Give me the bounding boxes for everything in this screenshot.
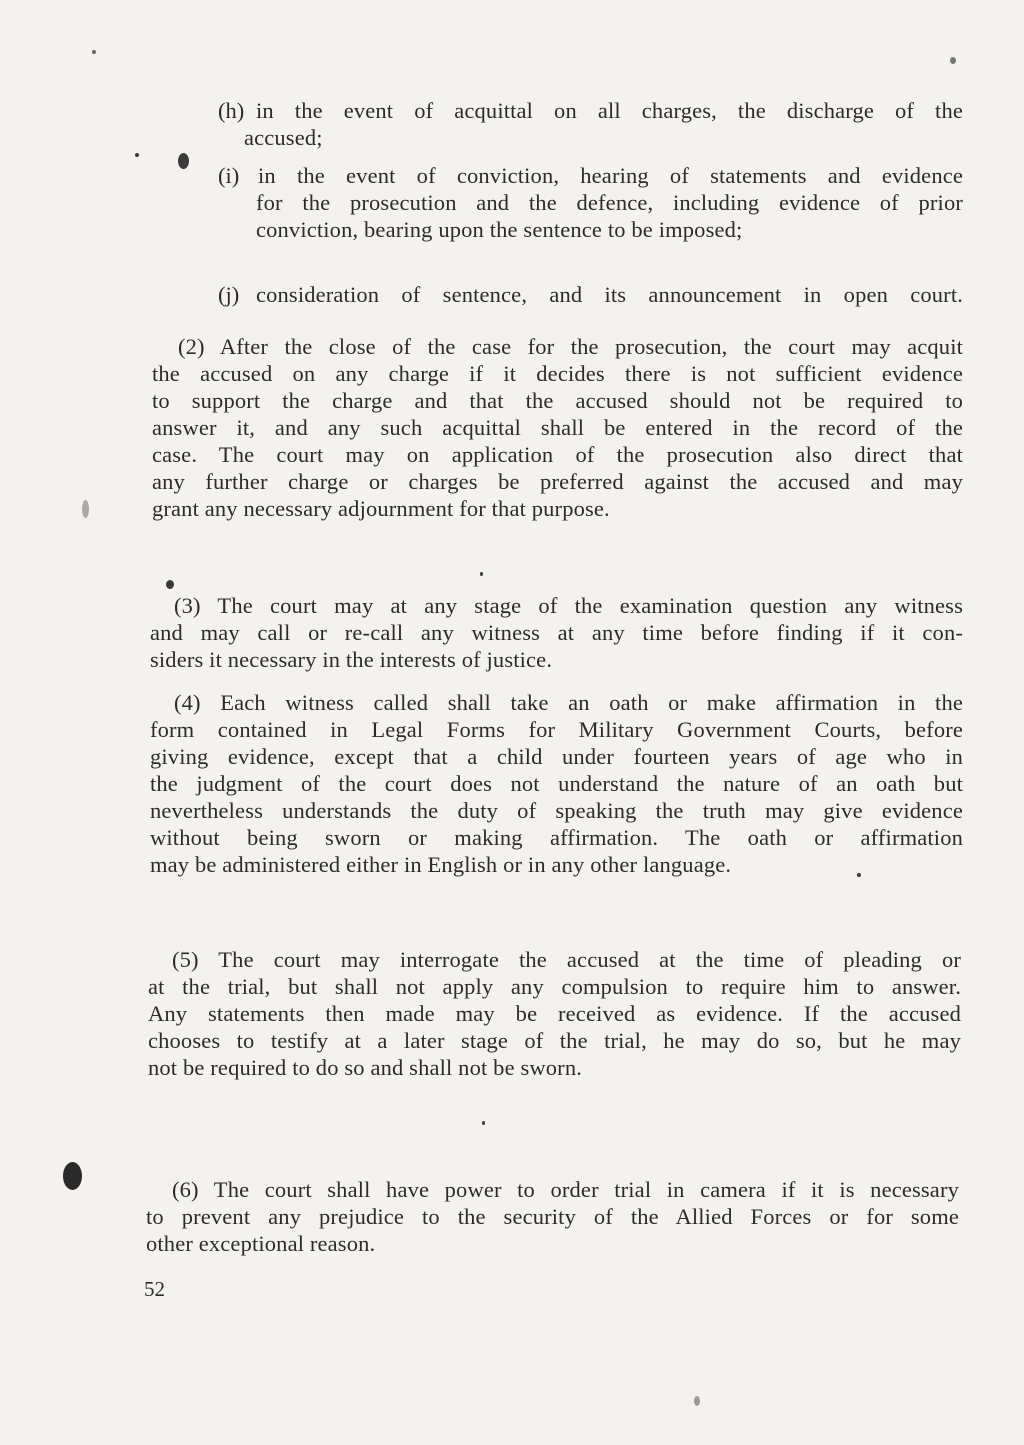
page-number: 52: [144, 1277, 165, 1301]
para-2-line-3: to support the charge and that the accused should not be required to: [152, 388, 963, 413]
item-h-line-2: accused;: [244, 125, 323, 150]
para-5-line-5: not be required to do so and shall not be sworn.: [148, 1055, 582, 1080]
para-2-line-2: the accused on any charge if it decides there is not sufficient evidence: [152, 361, 963, 386]
para-4-line-5: nevertheless understands the duty of speaking the truth may give evidence: [150, 798, 963, 823]
ink-blot: [63, 1162, 82, 1190]
para-2-line-7: grant any necessary adjournment for that purpose.: [152, 496, 610, 521]
item-label-j: (j): [218, 282, 240, 307]
para-4-line-7: may be administered either in English or in any other language.: [150, 852, 732, 877]
para-4-line-1: (4) Each witness called shall take an oath or make affirmation in the: [174, 690, 963, 715]
para-6-line-1: (6) The court shall have power to order trial in camera if it is necessary: [172, 1177, 959, 1202]
para-5-line-3: Any statements then made may be received as evidence. If the accused: [148, 1001, 961, 1026]
para-4-line-3: giving evidence, except that a child under fourteen years of age who in: [150, 744, 963, 769]
ink-blot: [166, 580, 174, 589]
para-3-line-1: (3) The court may at any stage of the examination question any witness: [174, 593, 963, 618]
para-3-line-3: siders it necessary in the interests of justice.: [150, 647, 553, 672]
para-4-line-4: the judgment of the court does not understand the nature of an oath but: [150, 771, 963, 796]
para-4-line-2: form contained in Legal Forms for Military Government Courts, before: [150, 717, 963, 742]
para-6-line-3: other exceptional reason.: [146, 1231, 376, 1256]
ink-speck: [480, 572, 483, 576]
para-5-line-4: chooses to testify at a later stage of the trial, he may do so, but he may: [148, 1028, 961, 1053]
para-5-line-2: at the trial, but shall not apply any compulsion to require him to answer.: [148, 974, 961, 999]
ink-speck: [482, 1121, 485, 1125]
ink-blot: [178, 153, 189, 169]
ink-speck: [857, 873, 861, 877]
item-label-i: (i): [218, 163, 240, 188]
ink-speck: [135, 153, 139, 157]
item-i-line-3: conviction, bearing upon the sentence to be imposed;: [256, 217, 743, 242]
para-5-line-1: (5) The court may interrogate the accused at the time of pleading or: [172, 947, 961, 972]
para-2-line-1: (2) After the close of the case for the prosecution, the court may acquit: [178, 334, 963, 359]
item-j-line-1: consideration of sentence, and its announcement in open court.: [256, 282, 963, 307]
para-2-line-4: answer it, and any such acquittal shall be entered in the record of the: [152, 415, 963, 440]
para-3-line-2: and may call or re-call any witness at any time before finding if it con-: [150, 620, 963, 645]
para-6-line-2: to prevent any prejudice to the security of the Allied Forces or for some: [146, 1204, 959, 1229]
para-2-line-5: case. The court may on application of the prosecution also direct that: [152, 442, 963, 467]
ink-speck: [694, 1396, 700, 1406]
item-i-line-1: in the event of conviction, hearing of statements and evidence: [258, 163, 963, 188]
ink-speck: [92, 50, 96, 54]
item-i-line-2: for the prosecution and the defence, including evidence of prior: [256, 190, 963, 215]
ink-smudge: [82, 500, 89, 518]
item-label-h: (h): [218, 98, 245, 123]
item-h-line-1: in the event of acquittal on all charges, the discharge of the: [256, 98, 963, 123]
para-4-line-6: without being sworn or making affirmation. The oath or affirmation: [150, 825, 963, 850]
ink-speck: [950, 57, 956, 64]
para-2-line-6: any further charge or charges be preferred against the accused and may: [152, 469, 963, 494]
